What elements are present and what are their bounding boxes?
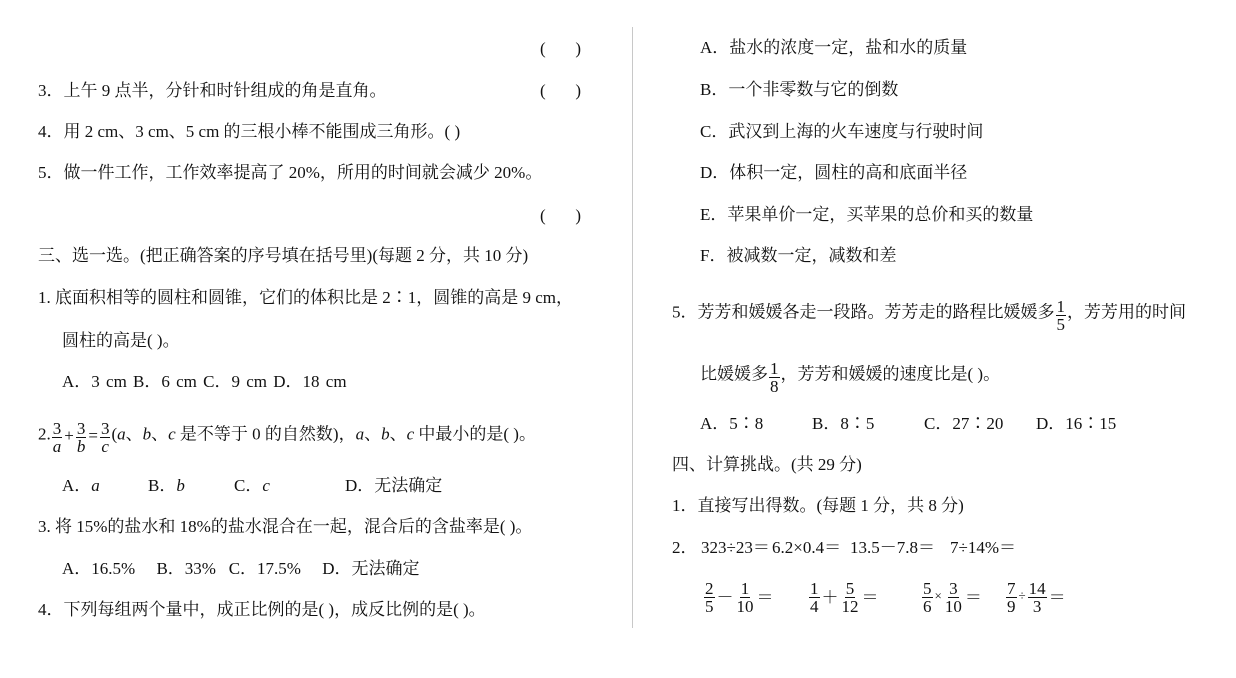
answer-paren-q2[interactable]: ( ) <box>540 39 582 58</box>
choice-q1-options: A．3 cm B．6 cm C．9 cm D．18 cm <box>62 372 347 391</box>
calc-item-1: 1．直接写出得数。(每题 1 分，共 8 分) <box>672 496 964 515</box>
fraction-expr-2: $\frac{1}{4}$ ＋ $\frac{5}{12}$ ＝ <box>810 579 879 616</box>
choice-q5-line1: 5．芳芳和媛媛各走一段路。芳芳走的路程比媛媛多 $\frac{1}{5}$ ，芳芳用的时间 <box>672 297 1186 334</box>
option-b: B．b <box>148 476 185 495</box>
fraction-3-over-c: $\frac{3}{c}$ <box>100 419 110 456</box>
calc-expr-3: 13.5－7.8＝ <box>850 538 935 557</box>
section4-title: 四、计算挑战。(共 29 分) <box>672 455 862 474</box>
choice-q4-stem: 4．下列每组两个量中，成正比例的是( )，成反比例的是( )。 <box>38 600 486 619</box>
q4-option-c: C．武汉到上海的火车速度与行驶时间 <box>700 122 984 141</box>
fraction-3-over-b: $\frac{3}{b}$ <box>76 419 86 456</box>
judgement-item-4: 4．用 2 cm、3 cm、5 cm 的三根小棒不能围成三角形。( ) <box>38 122 461 141</box>
fraction-1-over-8: $\frac{1}{8}$ <box>770 359 779 396</box>
choice-q3-options: A．16.5% B．33% C．17.5% D．无法确定 <box>62 559 420 578</box>
q5-option-a: A．5∶8 <box>700 414 764 433</box>
q4-option-f: F．被减数一定，减数和差 <box>700 246 897 265</box>
fraction-expr-4: $\frac{7}{9}$ ÷ $\frac{14}{3}$ ＝ <box>1007 579 1066 616</box>
q4-option-e: E．苹果单价一定，买苹果的总价和买的数量 <box>700 205 1034 224</box>
section3-title: 三、选一选。(把正确答案的序号填在括号里)(每题 2 分，共 10 分) <box>38 246 529 265</box>
choice-q5-line2: 比媛媛多 $\frac{1}{8}$ ，芳芳和媛媛的速度比是( )。 <box>700 359 1001 396</box>
judgement-item-3: 3．上午 9 点半，分针和时针组成的角是直角。 <box>38 81 387 100</box>
choice-q1-line2: 圆柱的高是( )。 <box>62 331 180 350</box>
calc-expr-1: 323÷23＝ <box>701 538 770 557</box>
calc-expr-2: 6.2×0.4＝ <box>772 538 842 557</box>
column-divider <box>632 27 633 628</box>
q4-option-a: A．盐水的浓度一定，盐和水的质量 <box>700 38 968 57</box>
answer-paren-q3[interactable]: ( ) <box>540 81 582 100</box>
fraction-1-over-5: $\frac{1}{5}$ <box>1056 297 1065 334</box>
answer-paren-q5[interactable]: ( ) <box>540 206 582 225</box>
choice-q1-line1: 1. 底面积相等的圆柱和圆锥，它们的体积比是 2∶1，圆锥的高是 9 cm， <box>38 288 574 307</box>
choice-q2-stem: 2. $\frac{3}{a}$ + $\frac{3}{b}$ = $\frac{3}{c}$ (a、b、c 是不等于 0 的自然数)，a、b、c 中最小的是( )。 <box>38 419 536 456</box>
calc-expr-4: 7÷14%＝ <box>950 538 1016 557</box>
option-c: C．c <box>234 476 270 495</box>
fraction-expr-1: $\frac{2}{5}$ － $\frac{1}{10}$ ＝ <box>705 579 774 616</box>
q5-option-d: D．16∶15 <box>1036 414 1117 433</box>
option-a: A．a <box>62 476 100 495</box>
choice-q3-stem: 3. 将 15%的盐水和 18%的盐水混合在一起，混合后的含盐率是( )。 <box>38 517 533 536</box>
judgement-item-5: 5．做一件工作，工作效率提高了 20%，所用的时间就会减少 20%。 <box>38 163 543 182</box>
fraction-expr-3: $\frac{5}{6}$ × $\frac{3}{10}$ ＝ <box>923 579 982 616</box>
q4-option-b: B．一个非零数与它的倒数 <box>700 80 899 99</box>
calc-item-2: 2． <box>672 538 698 557</box>
q5-option-b: B．8∶5 <box>812 414 875 433</box>
q5-option-c: C．27∶20 <box>924 414 1004 433</box>
option-d: D．无法确定 <box>345 476 443 495</box>
fraction-3-over-a: $\frac{3}{a}$ <box>52 419 62 456</box>
q4-option-d: D．体积一定，圆柱的高和底面半径 <box>700 163 968 182</box>
